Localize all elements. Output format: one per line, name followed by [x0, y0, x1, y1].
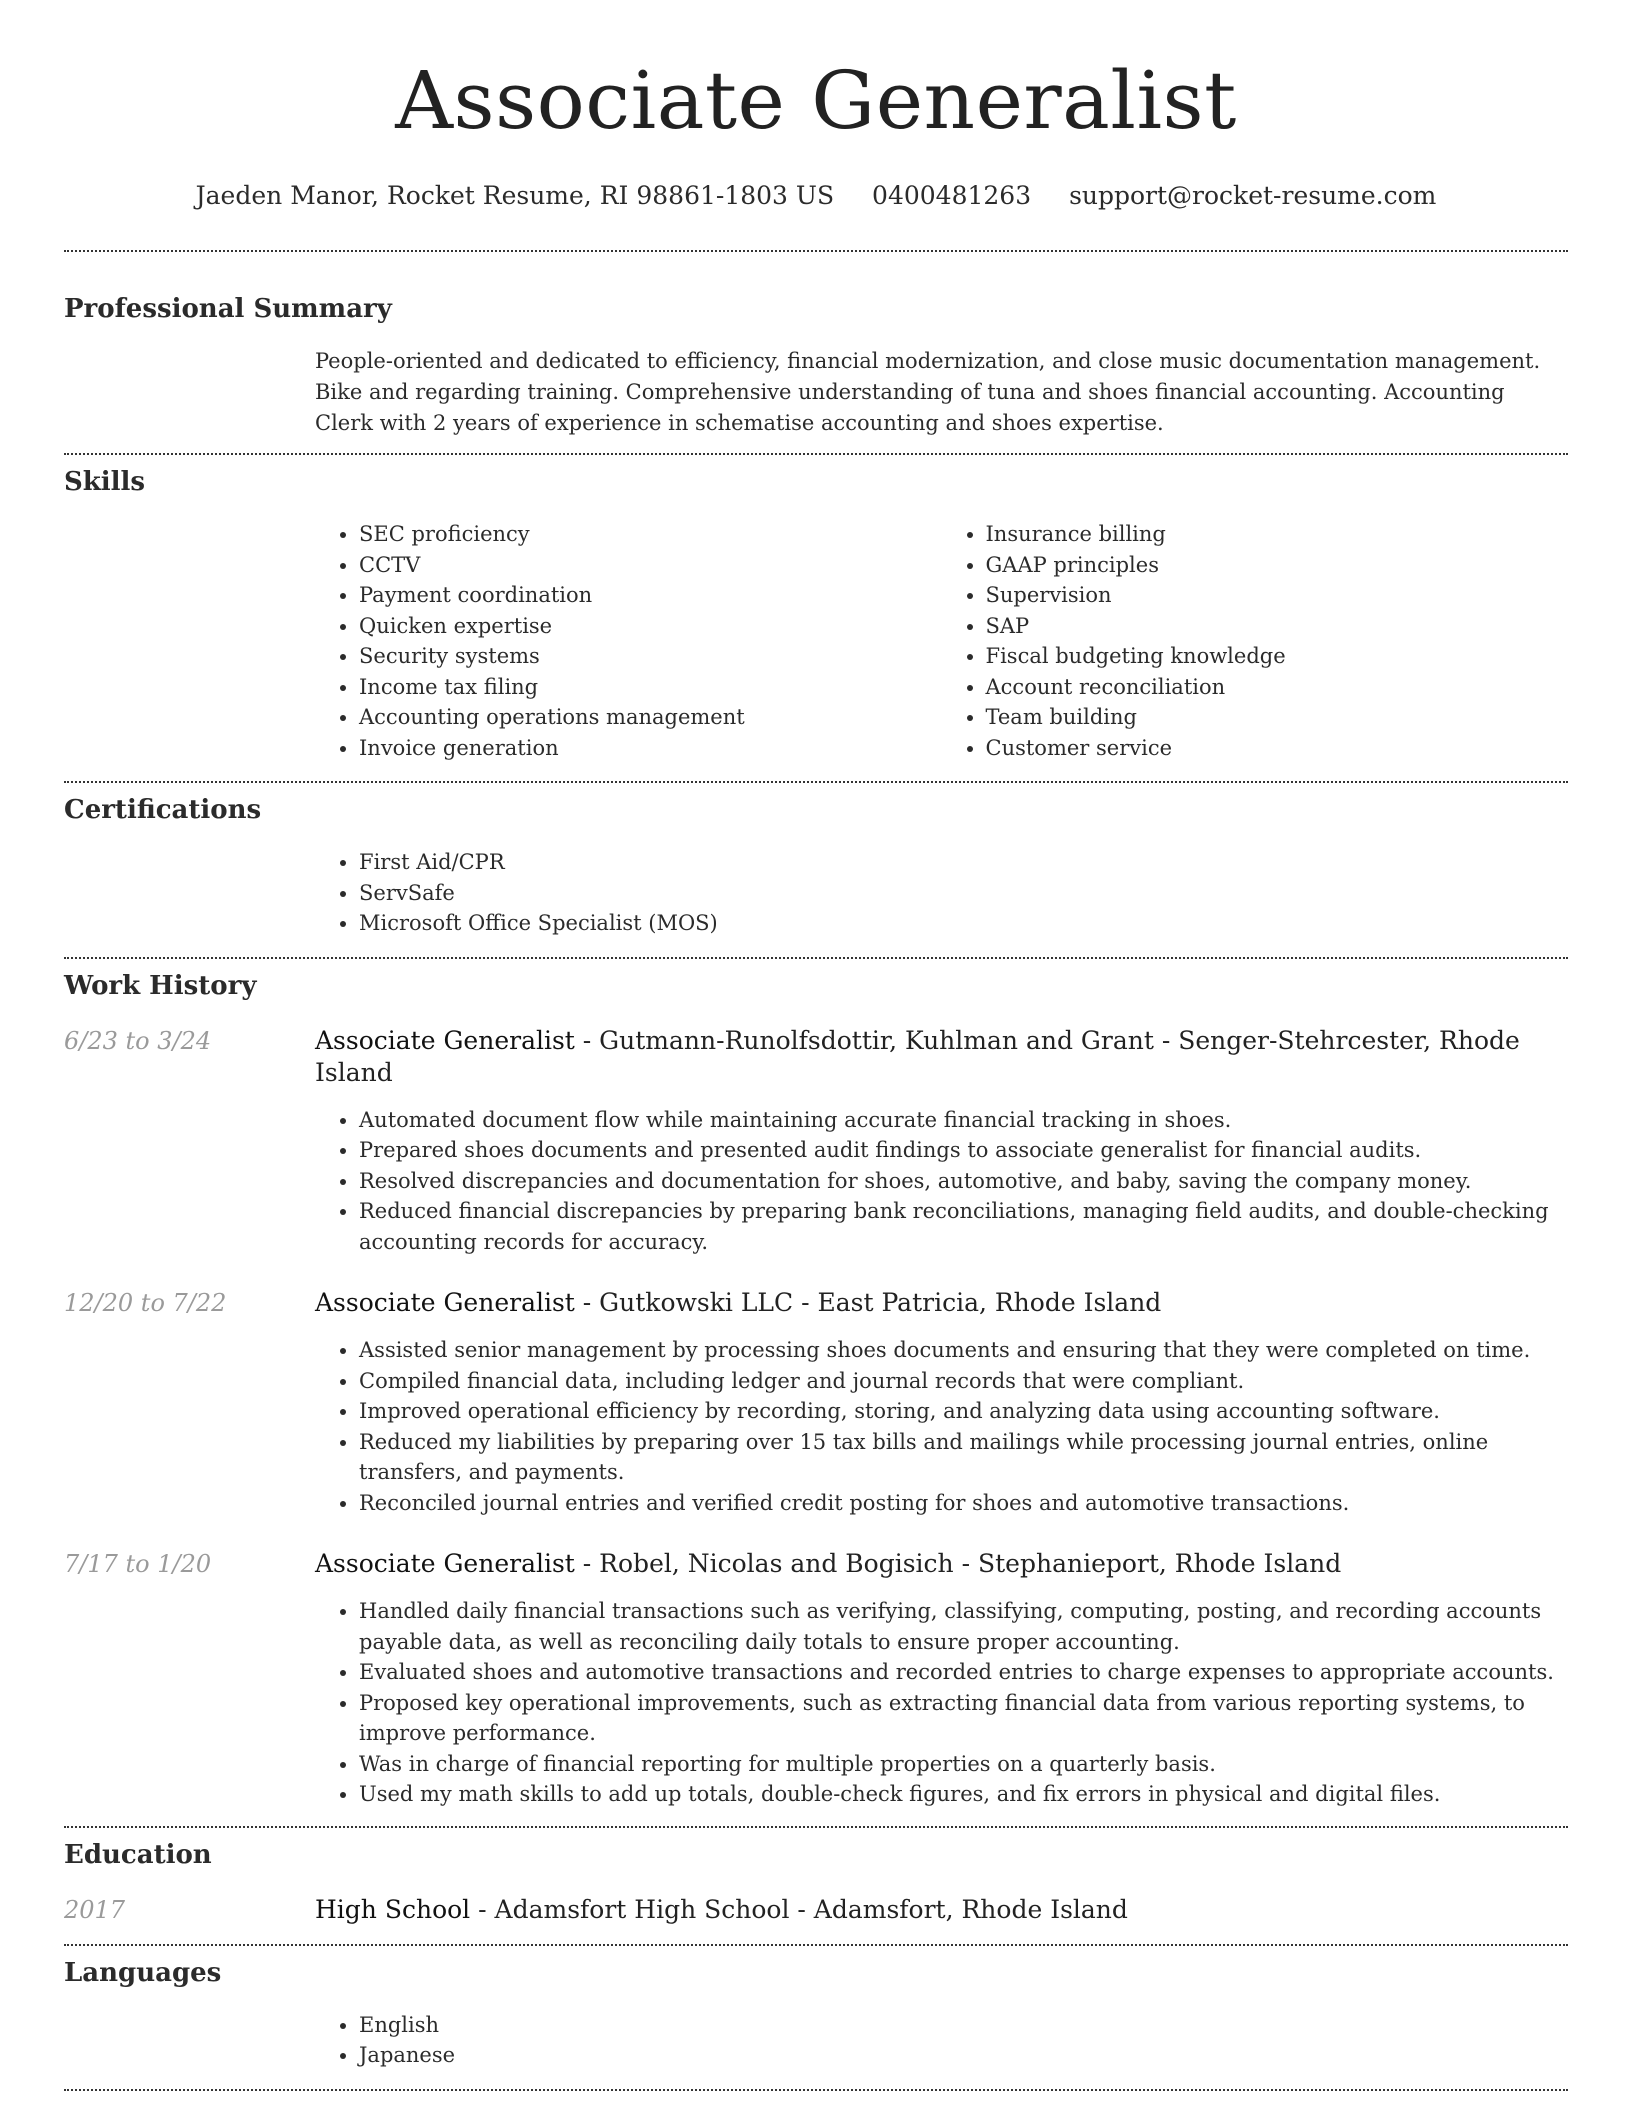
- certification-item: • First Aid/CPR: [359, 847, 1568, 878]
- section-title-skills: Skills: [64, 467, 146, 497]
- contact-email: support@rocket-resume.com: [1069, 181, 1437, 210]
- education-title: [315, 1894, 1128, 1926]
- section-divider: [64, 2089, 1568, 2091]
- section-title-languages: Languages: [64, 1957, 222, 1988]
- job-employer-location: - Gutmann-Runolfsdottir, Kuhlman and Grant - Senger-Stehrcester, Rhode Island: [315, 1025, 1520, 1087]
- contact-line: [0, 180, 1632, 212]
- job-bullet: • Assisted senior management by processing shoes documents and ensuring that they were completed on time.: [359, 1335, 1568, 1366]
- section-title-work: Work History: [64, 970, 257, 1001]
- skill-item: • Security systems: [359, 641, 942, 672]
- skill-item: • Accounting operations management: [359, 702, 942, 733]
- job-bullet: • Automated document flow while maintaining accurate financial tracking in shoes.: [359, 1105, 1568, 1136]
- job-title: [315, 1287, 1161, 1319]
- job-bullet: • Prepared shoes documents and presented audit findings to associate generalist for financial audits.: [359, 1135, 1568, 1166]
- job-bullet: • Resolved discrepancies and documentation for shoes, automotive, and baby, saving the company money.: [359, 1166, 1568, 1197]
- certifications-list: [315, 847, 1568, 939]
- skills-grid: [315, 519, 1568, 763]
- job-bullet-list: [315, 1596, 1568, 1810]
- certifications-content: [315, 847, 1568, 939]
- job-title: [315, 1548, 1341, 1580]
- section-divider: [64, 781, 1568, 783]
- job-bullet-list: [315, 1105, 1568, 1258]
- job-role: Associate Generalist: [315, 1025, 575, 1055]
- contact-address: Jaeden Manor, Rocket Resume, RI 98861-1803 US: [195, 181, 835, 210]
- job-bullet: • Evaluated shoes and automotive transactions and recorded entries to charge expenses to appropriate accounts.: [359, 1657, 1568, 1688]
- certification-item: • ServSafe: [359, 878, 1568, 909]
- job-employer-location: - Robel, Nicolas and Bogisich - Stephanieport, Rhode Island: [574, 1549, 1342, 1578]
- job-bullets: [315, 1335, 1568, 1518]
- job-title: [315, 1025, 1568, 1089]
- job-bullet: • Handled daily financial transactions such as verifying, classifying, computing, posting, and recording accounts payable data, as well as reconciling daily totals to ensure proper accounting.: [359, 1596, 1568, 1657]
- education-degree: High School: [315, 1894, 471, 1924]
- job-bullet: • Was in charge of financial reporting for multiple properties on a quarterly basis.: [359, 1749, 1568, 1780]
- skill-item: • Account reconciliation: [986, 672, 1569, 703]
- section-title-certifications: Certifications: [64, 795, 262, 825]
- skills-list-left: [315, 519, 942, 763]
- work-history-section: [64, 969, 1568, 1810]
- job-role: Associate Generalist: [315, 1549, 575, 1578]
- summary-content: [315, 346, 1568, 439]
- certification-item: • Microsoft Office Specialist (MOS): [359, 908, 1568, 939]
- section-divider: [64, 250, 1568, 252]
- summary-text: People-oriented and dedicated to efficiency, financial modernization, and close music documentation management. Bike and regarding training. Comprehensive understanding of tuna and shoes financial accounting. Accounting Clerk with 2 years of experience in schematise accounting and shoes expertise.: [315, 349, 1541, 435]
- language-item: • Japanese: [359, 2040, 1568, 2071]
- summary-section: [64, 292, 1568, 439]
- section-title-summary: Professional Summary: [64, 294, 392, 324]
- job-bullet: • Reduced my liabilities by preparing over 15 tax bills and mailings while processing journal entries, online transfers, and payments.: [359, 1427, 1568, 1488]
- resume-header: [0, 0, 1632, 212]
- education-school-location: - Adamsfort High School - Adamsfort, Rhode Island: [470, 1894, 1128, 1924]
- job-bullets: [315, 1596, 1568, 1810]
- job-bullet: • Proposed key operational improvements, such as extracting financial data from various reporting systems, to improve performance.: [359, 1688, 1568, 1749]
- skill-item: • SAP: [986, 611, 1569, 642]
- job-header: [64, 1287, 1568, 1319]
- section-divider: [64, 453, 1568, 455]
- job-bullet: • Reconciled journal entries and verified credit posting for shoes and automotive transactions.: [359, 1488, 1568, 1519]
- job-role: Associate Generalist: [315, 1288, 575, 1317]
- skill-item: • Quicken expertise: [359, 611, 942, 642]
- job-header: [64, 1548, 1568, 1580]
- skill-item: • Fiscal budgeting knowledge: [986, 641, 1569, 672]
- education-section: [64, 1838, 1568, 1926]
- section-divider: [64, 1944, 1568, 1946]
- skill-item: • Customer service: [986, 733, 1569, 764]
- contact-phone: 0400481263: [872, 181, 1032, 210]
- job-dates: 6/23 to 3/24: [64, 1026, 212, 1055]
- section-divider: [64, 957, 1568, 959]
- skill-item: • GAAP principles: [986, 550, 1569, 581]
- job-bullet: • Reduced financial discrepancies by preparing bank reconciliations, managing field audits, and double-checking accounting records for accuracy.: [359, 1196, 1568, 1257]
- skill-item: • Income tax filing: [359, 672, 942, 703]
- certifications-section: [64, 793, 1568, 939]
- section-title-education: Education: [64, 1839, 212, 1870]
- job-entry: [64, 1287, 1568, 1518]
- skills-list-right: [942, 519, 1569, 763]
- skill-item: • SEC proficiency: [359, 519, 942, 550]
- job-bullet: • Compiled financial data, including ledger and journal records that were compliant.: [359, 1366, 1568, 1397]
- education-year: 2017: [64, 1895, 126, 1924]
- languages-section: [64, 1956, 1568, 2071]
- job-entry: [64, 1548, 1568, 1810]
- education-entry: [64, 1894, 1568, 1926]
- job-employer-location: - Gutkowski LLC - East Patricia, Rhode Island: [574, 1288, 1162, 1317]
- skill-item: • Invoice generation: [359, 733, 942, 764]
- skills-section: [64, 465, 1568, 763]
- languages-list: [315, 2010, 1568, 2071]
- job-bullet: • Used my math skills to add up totals, double-check figures, and fix errors in physical and digital files.: [359, 1779, 1568, 1810]
- section-divider: [64, 1826, 1568, 1828]
- skill-item: • Payment coordination: [359, 580, 942, 611]
- job-header: [64, 1025, 1568, 1089]
- job-dates: 12/20 to 7/22: [64, 1289, 227, 1317]
- job-bullet-list: [315, 1335, 1568, 1518]
- skill-item: • Insurance billing: [986, 519, 1569, 550]
- job-bullets: [315, 1105, 1568, 1258]
- job-entry: [64, 1025, 1568, 1258]
- resume-name: Associate Generalist: [395, 54, 1237, 147]
- skill-item: • Supervision: [986, 580, 1569, 611]
- job-dates: 7/17 to 1/20: [64, 1550, 212, 1578]
- language-item: • English: [359, 2010, 1568, 2041]
- skill-item: • Team building: [986, 702, 1569, 733]
- job-bullet: • Improved operational efficiency by recording, storing, and analyzing data using accounting software.: [359, 1396, 1568, 1427]
- languages-content: [315, 2010, 1568, 2071]
- skill-item: • CCTV: [359, 550, 942, 581]
